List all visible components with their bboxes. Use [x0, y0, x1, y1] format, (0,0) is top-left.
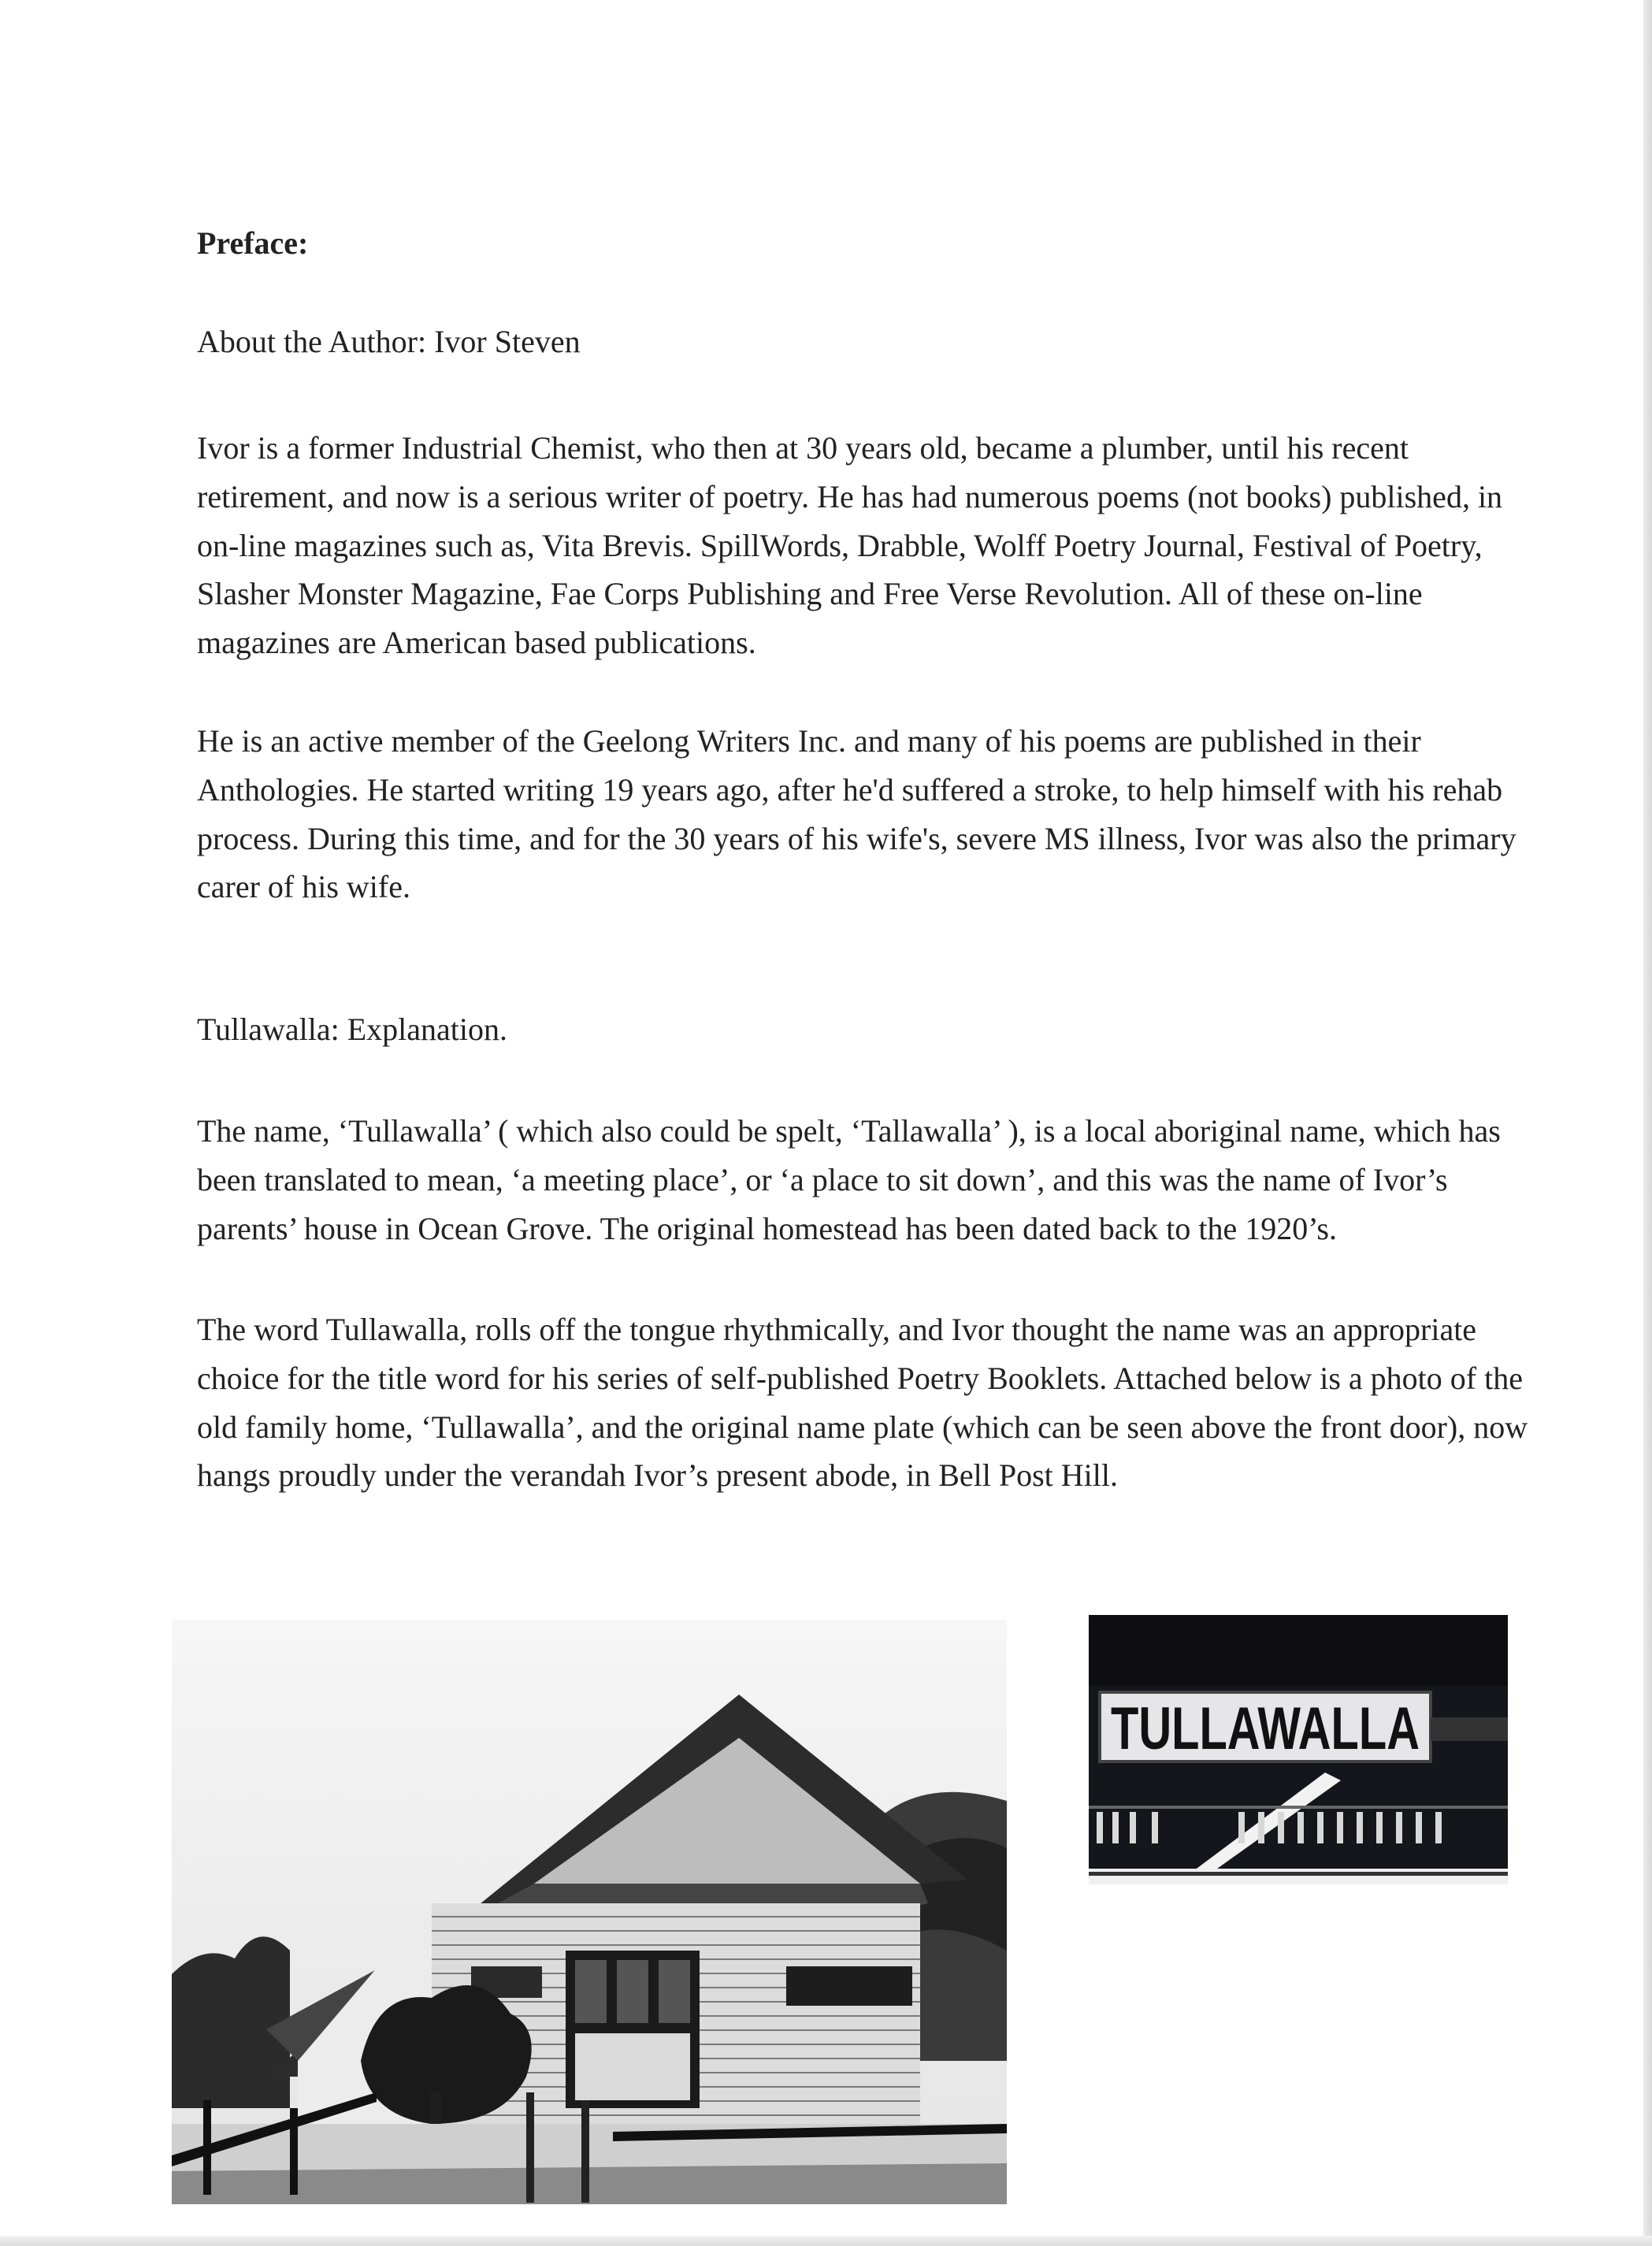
name-plate-text: TULLAWALLA — [1111, 1695, 1420, 1762]
page-edge-shadow — [1643, 0, 1652, 2246]
about-paragraph-1: Ivor is a former Industrial Chemist, who then at 30 years old, became a plumber, until his recent retirement, and now is a serious writer of poetry. He has had numerous poems (not books) published, in on-line magazines such as, Vita Brevis. SpillWords, Drabble, Wolff Poetry Journal, Festival of Poetry, Slasher Monster Magazine, Fae Corps Publishing and Free Verse Revolution. All of these on-line magazines are American based publications. — [197, 430, 1503, 661]
explanation-title: Tullawalla: Explanation. — [197, 1012, 508, 1047]
about-author-title: About the Author: Ivor Steven — [197, 324, 581, 359]
preface-heading: Preface: — [197, 225, 309, 261]
about-paragraph-2: He is an active member of the Geelong Writers Inc. and many of his poems are published in their Anthologies. He started writing 19 years ago, after he'd suffered a stroke, to help himself with his rehab process. During this time, and for the 30 years of his wife's, severe MS illness, Ivor was also the primary carer of his wife. — [197, 723, 1516, 905]
name-plate-photo — [1089, 1615, 1508, 1884]
explanation-paragraph-1: The name, ‘Tullawalla’ ( which also could be spelt, ‘Tallawalla’ ), is a local aboriginal name, which has been translated to mean, ‘a meeting place’, or ‘a place to sit down’, and this was the name of Ivor’s parents’ house in Ocean Grove. The original homestead has been dated back to the 1920’s. — [197, 1113, 1501, 1246]
house-photo — [172, 1620, 1007, 2204]
page-edge-shadow-bottom — [0, 2236, 1652, 2246]
explanation-paragraph-2: The word Tullawalla, rolls off the tongue rhythmically, and Ivor thought the name was an appropriate choice for the title word for his series of self-published Poetry Booklets. Attached below is a photo of the old family home, ‘Tullawalla’, and the original name plate (which can be seen above the front door), now hangs proudly under the verandah Ivor’s present abode, in Bell Post Hill. — [197, 1312, 1528, 1494]
